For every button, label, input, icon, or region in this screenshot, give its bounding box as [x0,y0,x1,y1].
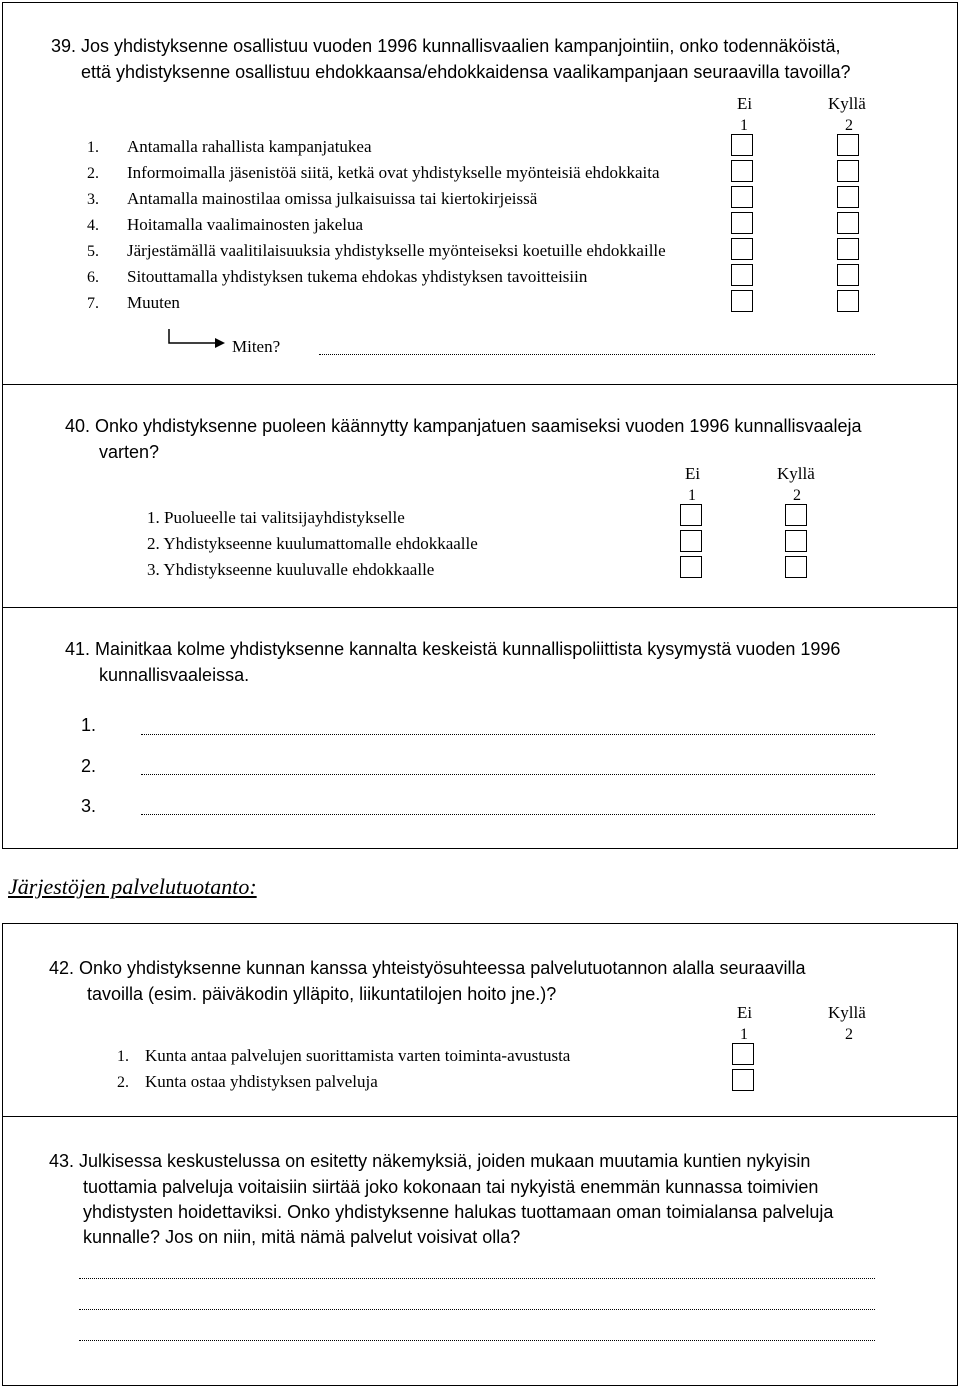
item-number: 2. [117,1074,129,1091]
arrow-right-icon [167,327,227,349]
question-40-text-line2: varten? [99,442,160,462]
question-40-box [2,384,958,608]
item-number: 4. [87,217,99,234]
question-39-box [2,2,958,385]
column-label-yes: Kyllä [828,94,866,113]
item-label: Kunta antaa palvelujen suorittamista varten toiminta-avustusta [145,1046,571,1065]
question-43-box [2,1116,958,1386]
column-label-no: Ei [685,464,701,483]
item-label: Sitouttamalla yhdistyksen tukema ehdokas yhdistyksen tavoitteisiin [127,267,588,286]
item-label: Kunta ostaa yhdistyksen palveluja [145,1072,378,1091]
checkbox-no[interactable] [731,264,753,286]
section-heading: Järjestöjen palvelutuotanto: [8,874,257,899]
question-39-text-line1: 39. Jos yhdistyksenne osallistuu vuoden 1996 kunnallisvaalien kampanjointiin, onko todennäköistä, [51,36,841,56]
item-number: 5. [87,243,99,260]
answer-line-3[interactable] [79,1340,875,1341]
code-no: 1 [688,487,696,504]
item-label: 2. Yhdistykseenne kuulumattomalle ehdokkaalle [147,534,478,553]
checkbox-no[interactable] [731,238,753,260]
item-label: Järjestämällä vaalitilaisuuksia yhdistykselle myönteiseksi koetuille ehdokkaille [127,241,666,260]
how-answer-line[interactable] [319,354,875,355]
checkbox-no[interactable] [680,556,702,578]
answer-number: 1. [81,715,97,735]
checkbox-no[interactable] [731,160,753,182]
item-number: 6. [87,269,99,286]
item-label: Muuten [127,293,180,312]
column-label-yes: Kyllä [777,464,815,483]
code-no: 1 [740,117,748,134]
question-43-text-line4: kunnalle? Jos on niin, mitä nämä palvelut voisivat olla? [83,1227,521,1247]
checkbox-yes[interactable] [837,238,859,260]
item-number: 3. [87,191,99,208]
checkbox-yes[interactable] [837,134,859,156]
answer-number: 3. [81,796,97,816]
checkbox-yes[interactable] [785,504,807,526]
question-41-text-line1: 41. Mainitkaa kolme yhdistyksenne kannalta keskeistä kunnallispoliittista kysymystä vuoden 1996 [65,639,841,659]
item-label: 1. Puolueelle tai valitsijayhdistykselle [147,508,405,527]
answer-line-3[interactable] [141,814,875,815]
column-label-no: Ei [737,94,753,113]
checkbox-no[interactable] [680,504,702,526]
item-number: 1. [117,1048,129,1065]
question-40-text-line1: 40. Onko yhdistyksenne puoleen käännytty kampanjatuen saamiseksi vuoden 1996 kunnallisvaaleja [65,416,862,436]
question-42-text-line2: tavoilla (esim. päiväkodin ylläpito, liikuntatilojen hoito jne.)? [87,984,557,1004]
answer-number: 2. [81,756,97,776]
checkbox-yes[interactable] [837,290,859,312]
column-label-no: Ei [737,1003,753,1022]
item-number: 7. [87,295,99,312]
checkbox-yes[interactable] [837,186,859,208]
question-41-text-line2: kunnallisvaaleissa. [99,665,250,685]
item-label: Informoimalla jäsenistöä siitä, ketkä ovat yhdistykselle myönteisiä ehdokkaita [127,163,660,182]
checkbox-no[interactable] [731,212,753,234]
question-43-text-line2: tuottamia palveluja voitaisiin siirtää joko kokonaan tai nykyistä enemmän kunnassa toimivien [83,1177,819,1197]
checkbox-no[interactable] [732,1043,754,1065]
item-label: Antamalla mainostilaa omissa julkaisuissa tai kiertokirjeissä [127,189,538,208]
checkbox-yes[interactable] [837,212,859,234]
answer-line-1[interactable] [141,734,875,735]
answer-line-2[interactable] [141,774,875,775]
code-yes: 2 [845,1026,853,1043]
how-label: Miten? [232,337,281,356]
checkbox-no[interactable] [731,186,753,208]
code-no: 1 [740,1026,748,1043]
checkbox-no[interactable] [731,134,753,156]
answer-line-2[interactable] [79,1309,875,1310]
code-yes: 2 [793,487,801,504]
column-label-yes: Kyllä [828,1003,866,1022]
item-number: 1. [87,139,99,156]
item-label: Hoitamalla vaalimainosten jakelua [127,215,364,234]
checkbox-yes[interactable] [785,530,807,552]
question-42-text-line1: 42. Onko yhdistyksenne kunnan kanssa yhteistyösuhteessa palvelutuotannon alalla seuraavilla [49,958,806,978]
checkbox-yes[interactable] [785,556,807,578]
item-label: 3. Yhdistykseenne kuuluvalle ehdokkaalle [147,560,435,579]
item-number: 2. [87,165,99,182]
question-43-text-line3: yhdistysten hoidettaviksi. Onko yhdistyksenne halukas tuottamaan oman toimialansa palveluja [83,1202,834,1222]
code-yes: 2 [845,117,853,134]
question-41-box [2,607,958,849]
checkbox-yes[interactable] [837,264,859,286]
question-43-text-line1: 43. Julkisessa keskustelussa on esitetty näkemyksiä, joiden mukaan muutamia kuntien nykyisin [49,1151,811,1171]
question-42-box [2,923,958,1117]
question-39-text-line2: että yhdistyksenne osallistuu ehdokkaansa/ehdokkaidensa vaalikampanjaan seuraavilla tavoilla? [81,62,851,82]
checkbox-no[interactable] [732,1069,754,1091]
item-label: Antamalla rahallista kampanjatukea [127,137,372,156]
checkbox-no[interactable] [731,290,753,312]
answer-line-1[interactable] [79,1278,875,1279]
checkbox-yes[interactable] [837,160,859,182]
checkbox-no[interactable] [680,530,702,552]
